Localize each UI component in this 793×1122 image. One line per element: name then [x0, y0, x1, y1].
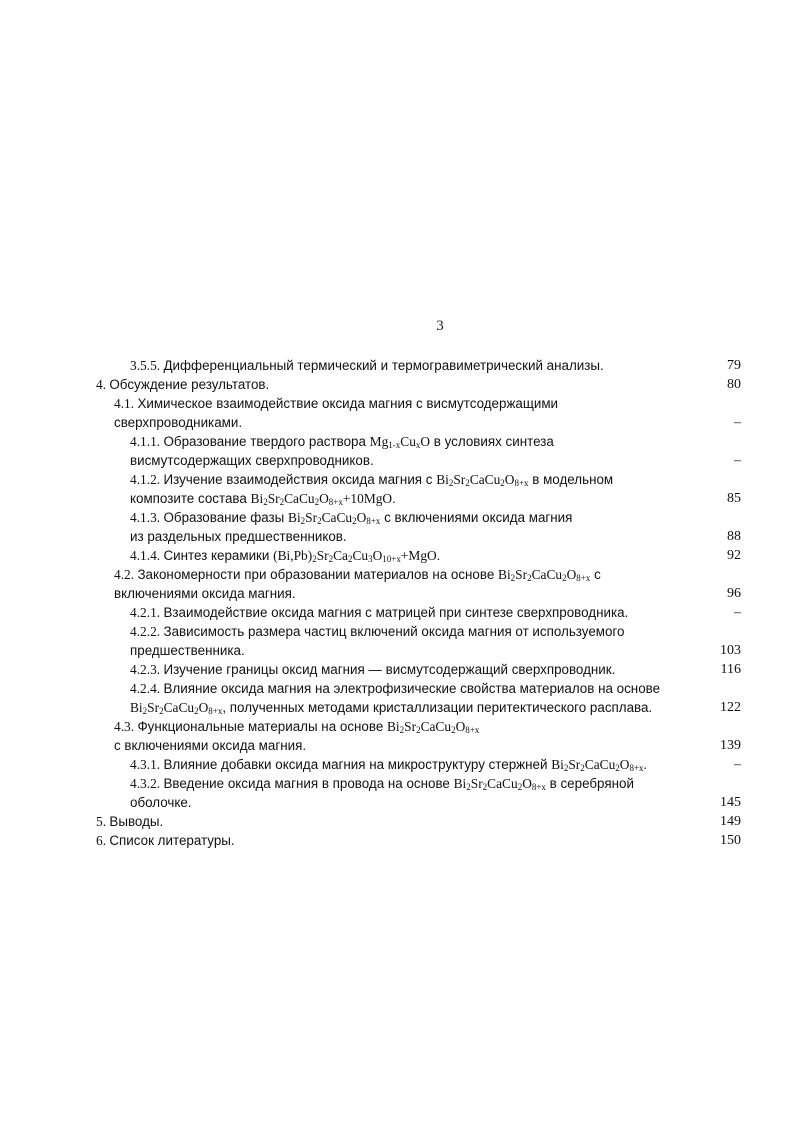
- subscript: 8+x: [208, 706, 223, 716]
- text-run: Влияние оксида магния на электрофизические свойства материалов на основе: [163, 681, 661, 696]
- text-run: Влияние добавки оксида магния на микроструктуру стержней: [163, 757, 552, 772]
- toc-entry-text: [130, 527, 793, 546]
- subscript: 2: [451, 725, 456, 735]
- text-run: +MgO.: [400, 548, 441, 563]
- text-run: с включениями оксида магния.: [114, 738, 307, 753]
- toc-entry-4-1-2-cont: [0, 489, 793, 508]
- toc-page-number: 122: [720, 700, 741, 715]
- toc-entry-text: [96, 375, 793, 394]
- text-run: O: [420, 434, 431, 449]
- text-run: Выводы.: [109, 814, 164, 829]
- text-run: Bi: [288, 510, 301, 525]
- toc-page-number: 80: [727, 377, 741, 392]
- text-run: CaCu: [284, 491, 315, 506]
- text-run: Синтез керамики: [163, 548, 274, 563]
- text-run: в условиях синтеза: [430, 434, 554, 449]
- toc-entry-text: [114, 394, 793, 413]
- subscript: 2: [314, 497, 320, 507]
- text-run: в модельном: [528, 472, 614, 487]
- subscript: 2: [399, 725, 405, 735]
- text-run: Sr: [316, 548, 329, 563]
- toc-entry-4-2-cont: [0, 584, 793, 603]
- subscript: 10+x: [382, 554, 401, 564]
- text-run: Зависимость размера частиц включений оксида магния от используемого: [163, 624, 625, 639]
- toc-entry-text: [130, 508, 793, 527]
- subscript: 8+x: [576, 573, 591, 583]
- text-run: CaCu: [584, 757, 616, 772]
- text-run: из раздельных предшественников.: [130, 529, 347, 544]
- subscript: 8+x: [366, 516, 381, 526]
- toc-page-number: 85: [727, 491, 741, 506]
- text-run: предшественника.: [130, 643, 245, 658]
- text-run: CaCu: [321, 510, 353, 525]
- subscript: 2: [482, 782, 488, 792]
- subscript: 2: [527, 573, 532, 583]
- toc-entry-text: [130, 755, 793, 774]
- toc-entry-text: [130, 603, 793, 622]
- text-run: Cu: [400, 434, 416, 449]
- toc-entry-text: [114, 717, 793, 736]
- subscript: 8+x: [465, 725, 480, 735]
- subscript: 2: [142, 706, 148, 716]
- toc-page-number: 116: [720, 662, 741, 677]
- toc-entry-4-3-1: [0, 755, 793, 774]
- toc-entry-text: [96, 812, 793, 831]
- toc-entry-text: [114, 565, 793, 584]
- toc-entry-text: [130, 489, 793, 508]
- text-run: Bi: [453, 776, 467, 791]
- subscript: 8+x: [531, 782, 546, 792]
- toc-entry-4-1-4: [0, 546, 793, 565]
- text-run: Bi: [130, 700, 143, 715]
- text-run: Дифференциальный термический и термогравиметрический анализы.: [163, 358, 604, 373]
- text-run: CaCu: [531, 567, 563, 582]
- toc-entry-text: [130, 641, 793, 660]
- text-run: включениями оксида магния.: [114, 586, 296, 601]
- toc-entry-text: [130, 546, 793, 565]
- text-run: Химическое взаимодействие оксида магния с висмутсодержащими: [137, 396, 559, 411]
- text-run: Введение оксида магния в провода на основе: [163, 776, 454, 791]
- toc-entry-text: [130, 679, 793, 698]
- toc-entry-4-2-4: [0, 679, 793, 698]
- subscript: x: [415, 440, 421, 450]
- subscript: 2: [347, 554, 353, 564]
- text-run: Sr: [470, 776, 483, 791]
- text-run: Sr: [404, 719, 417, 734]
- toc-page-number: 139: [720, 738, 741, 753]
- text-run: , полученных методами кристаллизации перитектического расплава.: [222, 700, 653, 715]
- toc-entry-4-3-cont: [0, 736, 793, 755]
- text-run: CaCu: [469, 472, 501, 487]
- text-run: O: [356, 510, 367, 525]
- toc-entry-4-2-4-cont: [0, 698, 793, 717]
- toc-entry-3-5-5: [0, 356, 793, 375]
- text-run: Bi: [498, 567, 511, 582]
- toc-entry-4-1-3: [0, 508, 793, 527]
- subscript: 2: [416, 725, 421, 735]
- text-run: 4.3.1.: [130, 757, 164, 772]
- text-run: оболочке.: [130, 795, 192, 810]
- text-run: +10MgO.: [342, 491, 396, 506]
- text-run: CaCu: [420, 719, 452, 734]
- toc-entry-text: [130, 470, 793, 489]
- text-run: Взаимодействие оксида магния с матрицей при синтезе сверхпроводника.: [163, 605, 629, 620]
- toc-entry-4-2-2: [0, 622, 793, 641]
- page-number: 3: [436, 318, 444, 334]
- text-run: 5.: [96, 814, 110, 829]
- toc-entry-text: [114, 736, 793, 755]
- subscript: 2: [500, 478, 505, 488]
- text-run: O: [198, 700, 209, 715]
- text-run: с включениями оксида магния: [380, 510, 573, 525]
- subscript: 2: [580, 763, 585, 773]
- text-run: Образование фазы: [163, 510, 289, 525]
- text-run: 4.2.1.: [130, 605, 164, 620]
- text-run: 4.2.4.: [130, 681, 164, 696]
- toc-page-number: –: [734, 605, 741, 620]
- toc-entry-text: [130, 660, 793, 679]
- subscript: 2: [263, 497, 268, 507]
- text-run: Функциональные материалы на основе: [137, 719, 387, 734]
- text-run: Образование твердого раствора: [163, 434, 370, 449]
- text-run: 4.3.2.: [130, 776, 164, 791]
- text-run: 4.1.1.: [130, 434, 164, 449]
- toc-entry-4-2-1: [0, 603, 793, 622]
- text-run: Sr: [147, 700, 160, 715]
- toc-entry-4-1-3-cont: [0, 527, 793, 546]
- subscript: 8+x: [514, 478, 529, 488]
- toc-entry-text: [130, 451, 793, 470]
- toc-page-number: 92: [727, 548, 741, 563]
- text-run: O: [372, 548, 383, 563]
- toc-entry-6: [0, 831, 793, 850]
- text-run: Обсуждение результатов.: [109, 377, 270, 392]
- text-run: в серебряной: [545, 776, 634, 791]
- toc-entry-4-3-2-cont: [0, 793, 793, 812]
- subscript: 2: [510, 573, 516, 583]
- toc-page-number: 150: [720, 833, 741, 848]
- subscript: 8+x: [328, 497, 343, 507]
- subscript: 8+x: [629, 763, 644, 773]
- text-run: 4.1.: [114, 396, 138, 411]
- text-run: 4.2.: [114, 567, 138, 582]
- text-run: 4.: [96, 377, 110, 392]
- subscript: 2: [448, 478, 454, 488]
- text-run: Sr: [515, 567, 528, 582]
- subscript: 2: [279, 497, 285, 507]
- text-run: .: [643, 757, 647, 772]
- text-run: O: [455, 719, 466, 734]
- text-run: O: [504, 472, 515, 487]
- text-run: Sr: [267, 491, 280, 506]
- text-run: Sr: [305, 510, 318, 525]
- subscript: 2: [562, 573, 567, 583]
- toc-entry-4-1-1: [0, 432, 793, 451]
- text-run: Закономерности при образовании материалов на основе: [137, 567, 499, 582]
- subscript: 2: [352, 516, 357, 526]
- text-run: O: [522, 776, 532, 791]
- text-run: Cu: [352, 548, 369, 563]
- text-run: сверхпроводниками.: [114, 415, 243, 430]
- toc-page-number: 145: [720, 795, 741, 810]
- text-run: Bi: [386, 719, 400, 734]
- toc-entry-4-3: [0, 717, 793, 736]
- text-run: CaCu: [487, 776, 518, 791]
- table-of-contents: [0, 356, 793, 850]
- text-run: композите состава: [130, 491, 251, 506]
- toc-page-number: –: [734, 453, 741, 468]
- text-run: O: [319, 491, 329, 506]
- subscript: 2: [194, 706, 199, 716]
- toc-entry-4-2-2-cont: [0, 641, 793, 660]
- toc-entry-4-1-2: [0, 470, 793, 489]
- toc-entry-4-2: [0, 565, 793, 584]
- text-run: 4.1.3.: [130, 510, 164, 525]
- toc-entry-4-2-3: [0, 660, 793, 679]
- text-run: Изучение границы оксид магния — висмутсодержащий сверхпроводник.: [163, 662, 616, 677]
- text-run: висмутсодержащих сверхпроводников.: [130, 453, 374, 468]
- text-run: O: [619, 757, 630, 772]
- toc-entry-4: [0, 375, 793, 394]
- subscript: 2: [328, 554, 334, 564]
- subscript: 2: [159, 706, 164, 716]
- toc-entry-text: [114, 413, 793, 432]
- text-run: 4.3.: [114, 719, 138, 734]
- toc-entry-text: [130, 698, 793, 717]
- text-run: Список литературы.: [109, 833, 235, 848]
- text-run: с: [590, 567, 601, 582]
- text-run: 4.1.2.: [130, 472, 164, 487]
- text-run: Bi: [436, 472, 449, 487]
- toc-page-number: –: [734, 757, 741, 772]
- toc-entry-text: [130, 432, 793, 451]
- toc-entry-text: [96, 831, 793, 850]
- text-run: 4.1.4.: [130, 548, 164, 563]
- text-run: Sr: [453, 472, 466, 487]
- toc-entry-text: [130, 793, 793, 812]
- toc-entry-4-1-cont: [0, 413, 793, 432]
- subscript: 1-x: [388, 440, 401, 450]
- text-run: CaCu: [163, 700, 195, 715]
- text-run: (Bi,Pb): [273, 548, 313, 563]
- text-run: Ca: [333, 548, 348, 563]
- text-run: 4.2.2.: [130, 624, 164, 639]
- toc-entry-4-3-2: [0, 774, 793, 793]
- toc-entry-text: [114, 584, 793, 603]
- text-run: Изучение взаимодействия оксида магния с: [163, 472, 437, 487]
- toc-entry-5: [0, 812, 793, 831]
- toc-page-number: 103: [720, 643, 741, 658]
- text-run: 6.: [96, 833, 110, 848]
- toc-page-number: –: [734, 415, 741, 430]
- subscript: 2: [300, 516, 306, 526]
- text-run: 3.5.5.: [130, 358, 164, 373]
- text-run: 4.2.3.: [130, 662, 164, 677]
- subscript: 2: [563, 763, 569, 773]
- text-run: Mg: [369, 434, 389, 449]
- toc-entry-text: [130, 774, 793, 793]
- subscript: 3: [368, 554, 373, 564]
- text-run: Sr: [568, 757, 581, 772]
- text-run: Bi: [551, 757, 564, 772]
- subscript: 2: [317, 516, 322, 526]
- subscript: 2: [465, 478, 470, 488]
- toc-entry-text: [130, 622, 793, 641]
- text-run: Bi: [250, 491, 264, 506]
- subscript: 2: [517, 782, 523, 792]
- subscript: 2: [615, 763, 620, 773]
- text-run: O: [566, 567, 577, 582]
- toc-page-number: 88: [727, 529, 741, 544]
- subscript: 2: [312, 554, 317, 564]
- toc-entry-text: [130, 356, 793, 375]
- toc-page-number: 96: [727, 586, 741, 601]
- toc-entry-4-1: [0, 394, 793, 413]
- toc-page-number: 149: [720, 814, 741, 829]
- toc-entry-4-1-1-cont: [0, 451, 793, 470]
- toc-page-number: 79: [727, 358, 741, 373]
- subscript: 2: [466, 782, 471, 792]
